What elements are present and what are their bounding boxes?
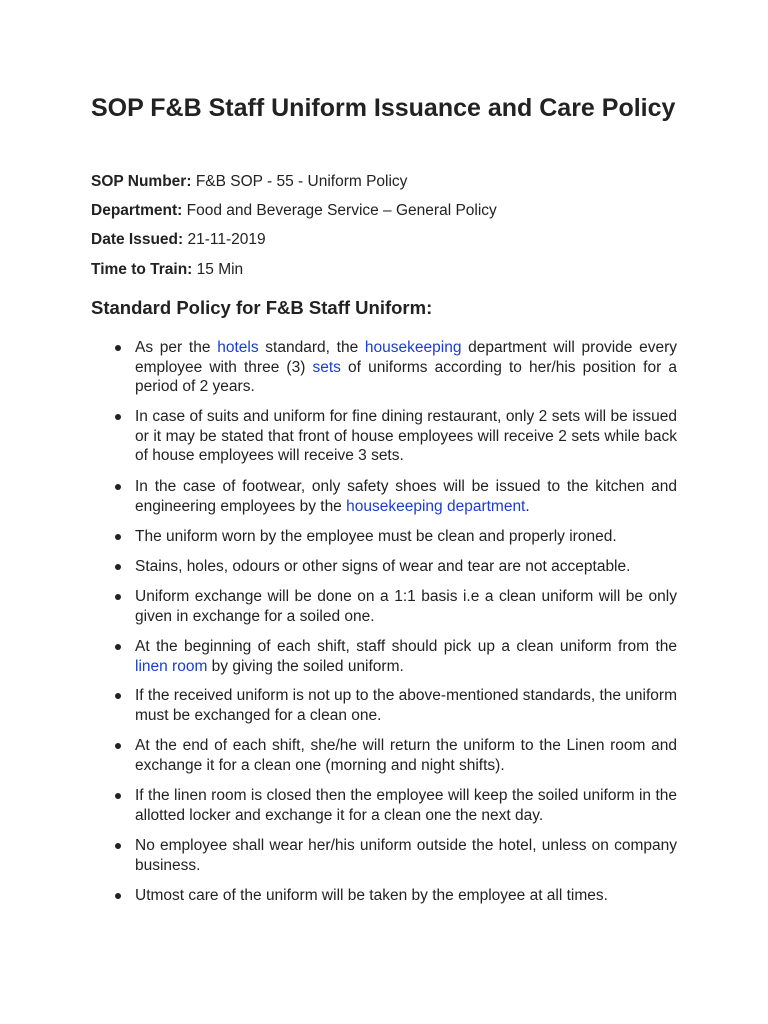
text: standard, the (258, 339, 365, 356)
page-title: SOP F&B Staff Uniform Issuance and Care Policy (91, 94, 676, 122)
list-item: If the linen room is closed then the employee will keep the soiled uniform in the allotted locker and exchange it for a clean one the next day. (135, 787, 677, 824)
date-issued-label: Date Issued: (91, 231, 184, 248)
list-item: Uniform exchange will be done on a 1:1 basis i.e a clean uniform will be only given in exchange for a soiled one. (135, 588, 677, 625)
list-item (135, 477, 677, 516)
list-item: At the end of each shift, she/he will return the uniform to the Linen room and exchange it for a clean one (morning and night shifts). (135, 737, 677, 774)
sop-number-label: SOP Number: (91, 173, 192, 190)
text: of uniforms according to her/his position for a period of 2 years. (135, 358, 677, 395)
section-heading: Standard Policy for F&B Staff Uniform: (91, 297, 433, 318)
department-row (91, 201, 497, 221)
department-value: Food and Beverage Service – General Policy (186, 202, 497, 219)
list-item (135, 637, 677, 676)
text: . (525, 497, 530, 515)
hotels-link[interactable]: hotels (217, 339, 259, 356)
text: department will provide every employee with three (3) (135, 339, 678, 376)
list-item: No employee shall wear her/his uniform outside the hotel, unless on company business. (135, 837, 677, 874)
housekeeping-department-link[interactable]: housekeeping department (346, 497, 526, 515)
date-issued-value: 21-11-2019 (187, 231, 266, 248)
list-item: In case of suits and uniform for fine dining restaurant, only 2 sets will be issued or it may be stated that front of house employees will receive 2 sets while back of house employees will receive 3 sets. (135, 408, 677, 464)
list-item: The uniform worn by the employee must be clean and properly ironed. (135, 527, 677, 547)
text: by giving the soiled uniform. (207, 657, 404, 675)
department-label: Department: (91, 202, 183, 219)
time-to-train-value: 15 Min (196, 261, 244, 278)
linen-room-link[interactable]: linen room (135, 657, 208, 675)
sop-number-value: F&B SOP - 55 - Uniform Policy (195, 173, 408, 190)
list-item: If the received uniform is not up to the above-mentioned standards, the uniform must be exchanged for a clean one. (135, 687, 677, 724)
time-to-train-row (91, 260, 243, 280)
text: At the beginning of each shift, staff should pick up a clean uniform from the (135, 638, 677, 655)
sets-link[interactable]: sets (312, 358, 341, 376)
text: As per the (135, 339, 218, 356)
list-item (135, 338, 677, 397)
housekeeping-link[interactable]: housekeeping (364, 339, 462, 356)
text: In the case of footwear, only safety shoes will be issued to the kitchen and engineering employees by the (135, 478, 677, 515)
date-issued-row (91, 230, 266, 250)
list-item: Utmost care of the uniform will be taken by the employee at all times. (135, 886, 677, 906)
sop-number-row (91, 172, 407, 192)
time-to-train-label: Time to Train: (91, 261, 193, 278)
list-item: Stains, holes, odours or other signs of wear and tear are not acceptable. (135, 557, 677, 577)
